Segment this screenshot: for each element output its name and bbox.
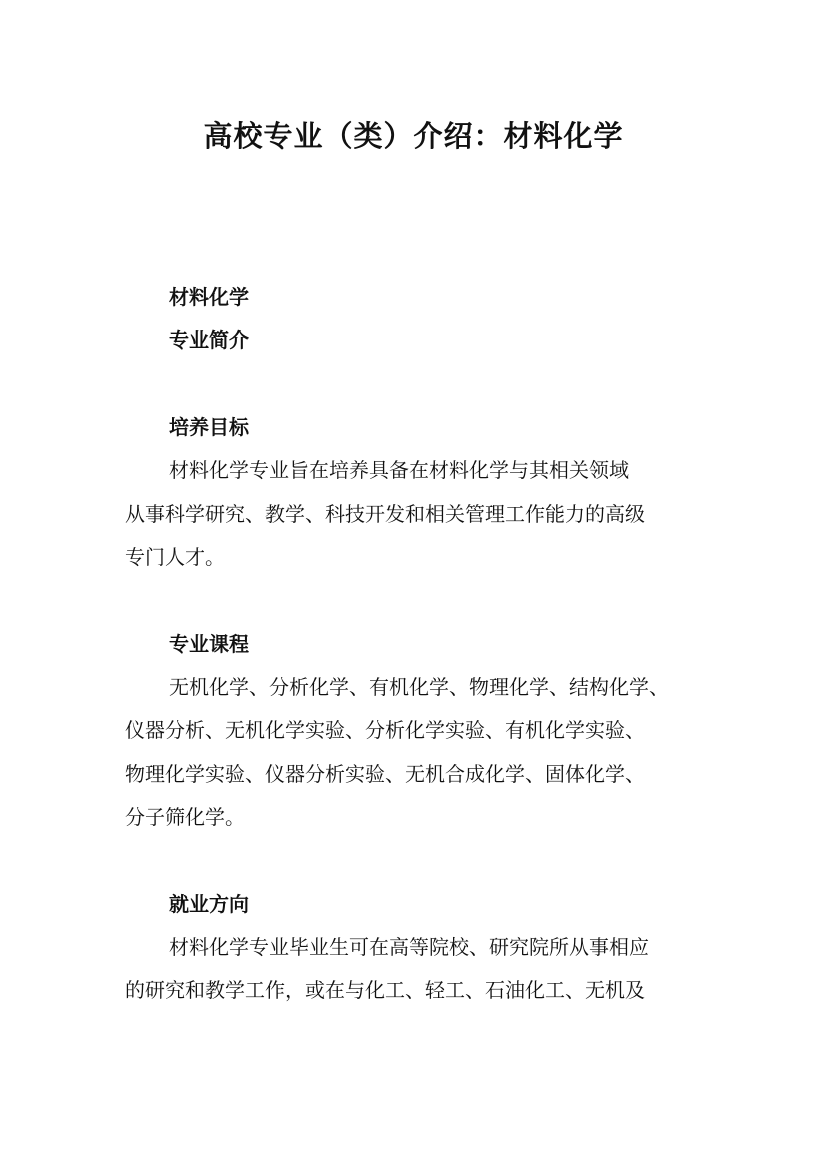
courses-heading: 专业课程 (169, 632, 249, 656)
career-line-1: 材料化学专业毕业生可在高等院校、研究院所从事相应 (169, 935, 649, 959)
courses-line-3: 物理化学实验、仪器分析实验、无机合成化学、固体化学、 (125, 762, 645, 786)
courses-line-2: 仪器分析、无机化学实验、分析化学实验、有机化学实验、 (125, 718, 645, 742)
courses-line-4: 分子筛化学。 (125, 805, 245, 829)
career-line-2: 的研究和教学工作，或在与化工、轻工、石油化工、无机及 (125, 978, 645, 1002)
career-heading: 就业方向 (169, 892, 249, 916)
page-title: 高校专业（类）介绍：材料化学 (203, 119, 624, 153)
goal-heading: 培养目标 (169, 415, 249, 439)
goal-line-1: 材料化学专业旨在培养具备在材料化学与其相关领域 (169, 458, 629, 482)
courses-line-1: 无机化学、分析化学、有机化学、物理化学、结构化学、 (169, 675, 669, 699)
major-name: 材料化学 (169, 285, 249, 309)
intro-heading: 专业简介 (169, 328, 249, 352)
goal-line-3: 专门人才。 (125, 545, 225, 569)
goal-line-2: 从事科学研究、教学、科技开发和相关管理工作能力的高级 (125, 502, 645, 526)
